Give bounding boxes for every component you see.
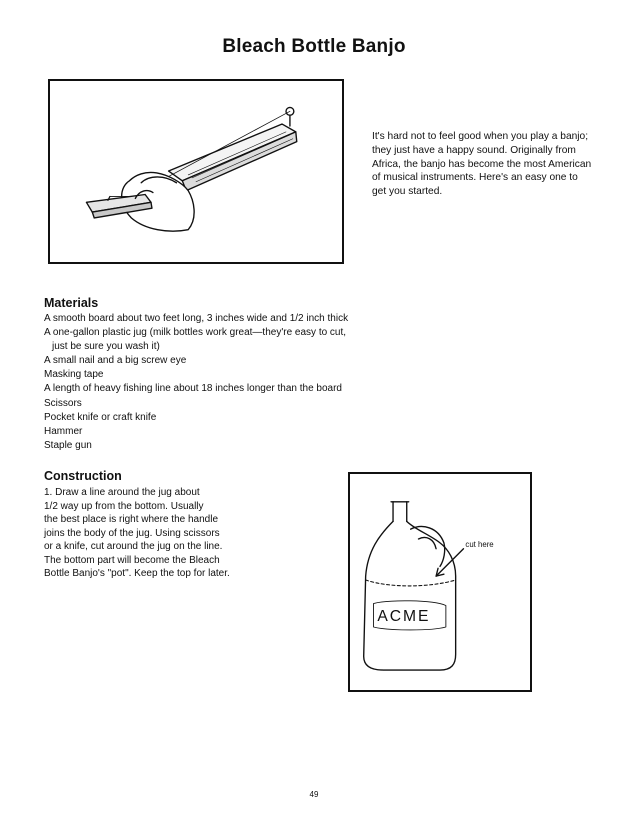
material-item: A smooth board about two feet long, 3 inches wide and 1/2 inch thick	[44, 313, 349, 324]
materials-heading: Materials	[44, 296, 99, 310]
jug-brand-text: ACME	[377, 608, 431, 626]
jug-drawing	[350, 474, 530, 690]
banjo-illustration	[48, 79, 344, 264]
material-item: Scissors	[44, 397, 82, 409]
material-item: Pocket knife or craft knife	[44, 411, 157, 423]
intro-text	[372, 130, 592, 199]
material-item: A one-gallon plastic jug (milk bottles work great—they're easy to cut,	[44, 327, 347, 339]
material-item: A length of heavy fishing line about 18 inches longer than the board	[44, 383, 342, 395]
construction-line: the best place is right where the handle	[44, 514, 218, 525]
construction-steps	[44, 486, 284, 581]
jug-illustration	[348, 472, 532, 692]
materials-list	[44, 312, 424, 453]
material-item: Masking tape	[44, 369, 104, 381]
material-item-continued: just be sure you wash it)	[52, 341, 160, 353]
construction-line: or a knife, cut around the jug on the line.	[44, 541, 223, 552]
material-item: Staple gun	[44, 439, 92, 451]
construction-line: Bottle Banjo's "pot". Keep the top for later.	[44, 568, 230, 579]
construction-line: 1. Draw a line around the jug about	[44, 487, 200, 498]
page-number: 49	[309, 790, 319, 799]
material-item: Hammer	[44, 425, 83, 437]
banjo-drawing	[50, 81, 342, 262]
intro-paragraph: It's hard not to feel good when you play a banjo; they just have a happy sound. Originally from Africa, the banjo has become the most American of musical instruments. Here's an easy one to get you started.	[372, 131, 592, 198]
construction-line: 1/2 way up from the bottom. Usually	[44, 500, 204, 512]
construction-line: The bottom part will become the Bleach	[44, 554, 220, 566]
construction-heading: Construction	[44, 469, 122, 483]
construction-line: joins the body of the jug. Using scissors	[44, 527, 220, 539]
material-item: A small nail and a big screw eye	[44, 355, 187, 367]
cut-here-label: cut here	[465, 539, 494, 549]
page-title: Bleach Bottle Banjo	[222, 36, 406, 57]
